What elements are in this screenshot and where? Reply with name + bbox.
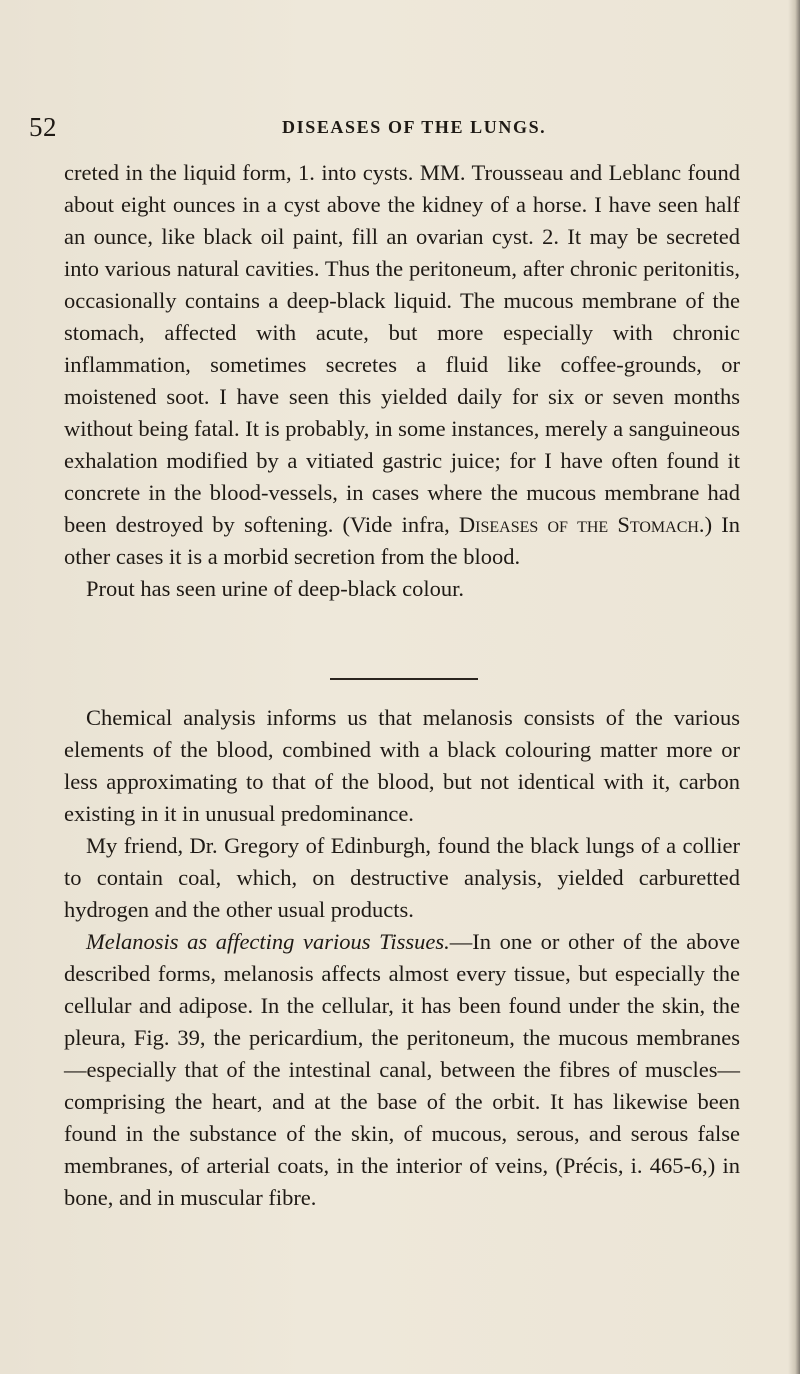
cross-reference: Diseases of the Stomach. (458, 512, 705, 537)
paragraph-text: creted in the liquid form, 1. into cysts. MM. Trousseau and Leblanc found about eight ounces in a cyst above the kidney of a horse. I have seen half an ounce, like black oil paint, fill an ovarian cyst. 2. It may be secreted into various natural cavities. Thus the peritoneum, after chronic peritonitis, occasionally contains a deep-black liquid. The mucous membrane of the stomach, affected with acute, but more especially with chronic inflammation, sometimes secretes a fluid like coffee-grounds, or moistened soot. I have seen this yielded daily for six or seven months without being fatal. It is probably, in some instances, merely a sanguineous exhalation modified by a vitiated gastric juice; for I have often found it concrete in the blood-vessels, in cases where the mucous membrane had been destroyed by softening. (Vide infra, (64, 160, 740, 537)
section-divider (330, 678, 478, 680)
section-heading: Melanosis as affecting various Tissues. (86, 929, 450, 954)
text-block-upper (64, 157, 740, 605)
running-title: DISEASES OF THE LUNGS. (282, 117, 547, 137)
paragraph-tissues (64, 926, 740, 1214)
paragraph-prout: Prout has seen urine of deep-black colour. (86, 576, 465, 601)
paragraph-chemical-analysis: Chemical analysis informs us that melanosis consists of the various elements of the blood, combined with a black colouring matter more or less approximating to that of the blood, but not identical with it, carbon existing in it in unusual predominance. (64, 705, 740, 826)
page-number: 52 (29, 112, 57, 142)
paragraph-continuation (64, 157, 740, 573)
page-edge-shadow (788, 0, 800, 1374)
paragraph-text: ) In other cases it is a morbid secretion from the blood. (64, 512, 740, 569)
paragraph-gregory: My friend, Dr. Gregory of Edinburgh, found the black lungs of a collier to contain coal, which, on destructive analysis, yielded carburetted hydrogen and the other usual products. (64, 833, 740, 922)
paragraph-text: —In one or other of the above described forms, melanosis affects almost every tissue, but especially the cellular and adipose. In the cellular, it has been found under the skin, the pleura, Fig. 39, the pericardium, the peritoneum, the mucous membranes—especially that of the intestinal canal, between the fibres of muscles—comprising the heart, and at the base of the orbit. It has likewise been found in the substance of the skin, of mucous, serous, and serous false membranes, of arterial coats, in the interior of veins, (Précis, i. 465-6,) in bone, and in muscular fibre. (64, 929, 740, 1210)
text-block-lower (64, 702, 740, 1214)
